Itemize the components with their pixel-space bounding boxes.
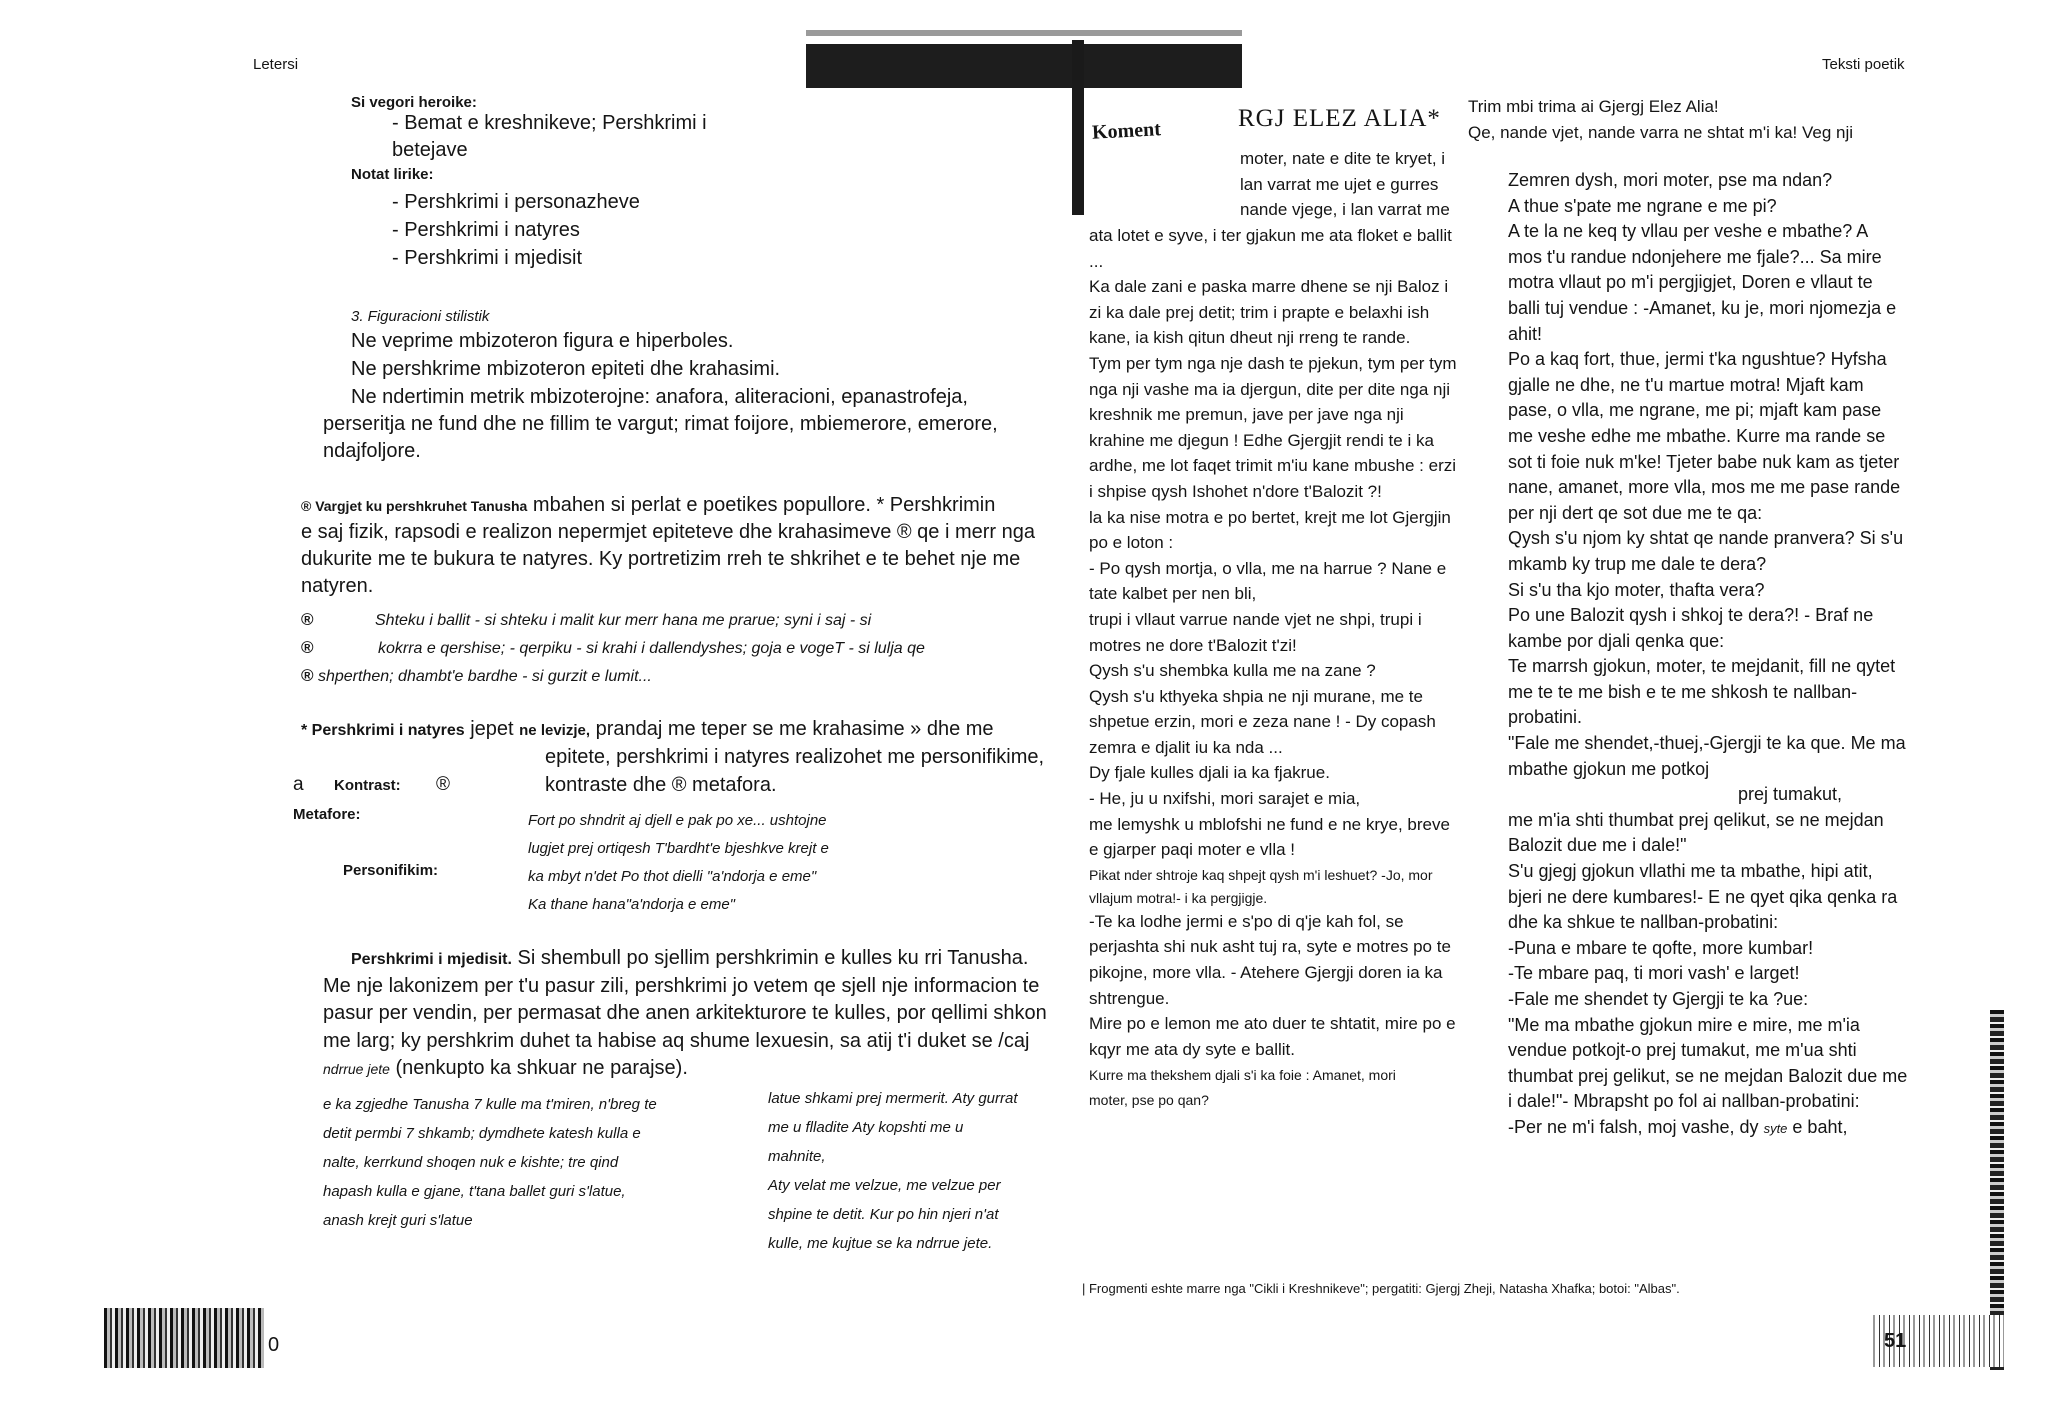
heroic-line: betejave: [392, 139, 468, 161]
nature-paragraph: * Pershkrimi i natyres jepet ne levizje, prandaj me teper se me krahasime » dhe me: [301, 718, 994, 740]
figure-quote: ka mbyt n'det Po thot dielli "a'ndorja e eme": [528, 868, 817, 885]
lyric-item: - Pershkrimi i natyres: [392, 219, 580, 241]
personifikim-label: Personifikim:: [343, 862, 439, 879]
environment-paragraph: Pershkrimi i mjedisit. Si shembull po sjellim pershkrimin e kulles ku rri Tanusha.: [351, 947, 1029, 969]
poem-title: RGJ ELEZ ALIA*: [1238, 105, 1441, 132]
section-title-left: Letersi: [253, 56, 299, 73]
metafore-label: Metafore:: [293, 806, 361, 823]
kontrast-marker: a: [293, 774, 304, 795]
environment-line: Me nje lakonizem per t'u pasur zili, pershkrimi jo vetem qe sjell nje informacion te: [323, 975, 1040, 997]
section-title-right: Teksti poetik: [1822, 56, 1905, 73]
figure-quote: lugjet prej ortiqesh T'bardht'e bjeshkve krejt e: [528, 840, 829, 857]
bullet-mark: ®: [301, 610, 314, 629]
figure-line: Ne ndertimin metrik mbizoterojne: anafora, aliteracioni, epanastrofeja,: [351, 386, 968, 408]
quote-line: kokrra e qershise; - qerpiku - si krahi i dallendyshes; goja e vogeT - si lulja qe: [378, 640, 925, 657]
kontrast-mark: ®: [436, 774, 450, 795]
verses-line: e saj fizik, rapsodi e realizon nepermjet epiteteve dhe krahasimeve ® qe i merr nga: [301, 521, 1035, 543]
figure-quote: Fort po shndrit aj djell e pak po xe... ushtojne: [528, 812, 827, 829]
heroic-line: - Bemat e kreshnikeve; Pershkrimi i: [392, 112, 707, 134]
figure-quote: Ka thane hana"a'ndorja e eme": [528, 896, 735, 913]
heroic-label: Si vegori heroike:: [351, 94, 477, 111]
page-number-left: 0: [268, 1334, 280, 1356]
poem-lines-top: moter, nate e dite te kryet, i lan varrat me ujet e gurres nande vjege, i lan varrat me: [1240, 149, 1450, 220]
koment-label: Koment: [1091, 118, 1162, 144]
figure-heading: 3. Figuracioni stilistik: [351, 308, 490, 325]
environment-line: me larg; ky pershkrim duhet ta habise aq shume lexuesin, sa atij t'i duket se /caj: [323, 1030, 1030, 1052]
environment-line: pasur per vendin, per permasat dhe anen arkitekturore te kulles, por qellimi shkon: [323, 1002, 1047, 1024]
quote-line: ® shperthen; dhambt'e bardhe - si gurzit e lumit...: [301, 666, 652, 685]
bullet-mark: ®: [301, 638, 314, 657]
figure-line: perseritja ne fund dhe ne fillim te vargut; rimat foijore, mbiemerore, emerore,: [323, 413, 998, 435]
lyric-item: - Pershkrimi i personazheve: [392, 191, 640, 213]
tower-quote-right: latue shkami prej mermerit. Aty gurrat me u flladite Aty kopshti me u mahnite, Aty velat me velzue, me velzue per shpine te detit. Kur po hin njeri n'at kulle, me kujtue se ka ndrrue jete.: [768, 1090, 1018, 1252]
lyric-label: Notat lirike:: [351, 166, 434, 183]
verses-line: natyren.: [301, 575, 374, 597]
figure-line: Ne veprime mbizoteron figura e hiperboles.: [351, 330, 734, 352]
tower-quote-left: e ka zgjedhe Tanusha 7 kulle ma t'miren, n'breg te detit permbi 7 shkamb; dymdhete katesh kulla e nalte, kerrkund shoqen nuk e kishte; tre qind hapash kulla e gjane, t'tana ballet guri s'latue, anash krejt guri s'latue: [323, 1096, 657, 1229]
kontrast-label: Kontrast:: [334, 777, 401, 794]
nature-line: kontraste dhe ® metafora.: [545, 774, 777, 796]
verses-paragraph: ® Vargjet ku pershkruhet Tanusha mbahen si perlat e poetikes popullore. * Pershkrimin: [301, 494, 996, 516]
poem-lines-middle: ata lotet e syve, i ter gjakun me ata floket e ballit ... Ka dale zani e paska marre dhene se nji Baloz i zi ka dale prej detit; trim i prapte e belaxhi ish kane, ia kish qitun dheut nji rreng te rande. Tym per tym nga nje dash te pjekun, tym per tym nga nji vashe ma ia djergun, dite per dite nga nji kreshnik me premun, jave per jave nga nji krahine me djegun ! Edhe Gjergjit rendi te i ka ardhe, me lot faqet trimit m'iu kane mbushe : erzi i shpise qysh Ishohet n'dore t'Balozit ?! la ka nise motra e po bertet, krejt me lot Gjergjin po e loton : - Po qysh mortja, o vlla, me na harrue ? Nane e tate kalbet per nen bli, trupi i vllaut varrue nande vjet ne shpi, trupi i motres ne dore t'Balozit t'zi! Qysh s'u shembka kulla me na zane ? Qysh s'u kthyeka shpia ne nji murane, me te shpetue erzin, mori e zeza nane ! - Dy copash zemra e djalit iu ka nda ... Dy fjale kulles djali ia ka fjakrue. - He, ju u nxifshi, mori sarajet e mia, me lemyshk u mblofshi ne fund e ne krye, breve e gjarper paqi moter e vlla ! Pikat nder shtroje kaq shpejt qysh m'i leshuet? -Jo, mor vllajum motra!- i ka pergjigje. -Te ka lodhe jermi e s'po di q'je kah fol, se perjashta shi nuk asht tuj ra, syte e motres po te pikojne, more vlla. - Atehere Gjergji doren ia ka shtrengue. Mire po e lemon me ato duer te shtatit, mire po e kqyr me ata dy syte e ballit. Kurre ma thekshem djali s'i ka foie : Amanet, mori moter, pse po qan?: [1089, 226, 1457, 1109]
source-note: | Frogmenti eshte marre nga "Cikli i Kreshnikeve"; pergatiti: Gjergj Zheji, Natasha Xhafka; botoi: "Albas".: [1082, 1281, 1680, 1296]
figure-line: ndajfoljore.: [323, 440, 421, 462]
verses-line: dukurite me te bukura te natyres. Ky portretizim rreh te shkrihet e te behet nje me: [301, 548, 1021, 570]
nature-line: epitete, pershkrimi i natyres realizohet me personifikime,: [545, 746, 1045, 768]
quote-line: Shteku i ballit - si shteku i malit kur merr hana me prarue; syni i saj - si: [375, 612, 872, 629]
poem-right-top: Trim mbi trima ai Gjergj Elez Alia! Qe, nande vjet, nande varra ne shtat m'i ka! Veg nji: [1468, 97, 1854, 142]
page-number-right: 51: [1884, 1330, 1907, 1352]
environment-line: ndrrue jete (nenkupto ka shkuar ne parajse).: [323, 1057, 688, 1079]
figure-line: Ne pershkrime mbizoteron epiteti dhe krahasimi.: [351, 358, 781, 380]
poem-right-lines: Zemren dysh, mori moter, pse ma ndan? A thue s'pate me ngrane e me pi? A te la ne keq ty vllau per veshe e mbathe? A mos t'u randue ndonjehere me fjale?... Sa mire motra vllaut po m'i pergjigjet, Doren e vllaut te balli tuj vendue : -Amanet, ku je, mori njomezja e ahit! Po a kaq fort, thue, jermi t'ka ngushtue? Hyfsha gjalle ne dhe, ne t'u martue motra! Mjaft kam pase, o vlla, me ngrane, me pi; mjaft kam pase me veshe edhe me mbathe. Kurre ma rande se sot ti foie nuk m'ke! Tjeter babe nuk kam as tjeter nane, amanet, more vlla, mos me me pase rande per nji dert qe sot due me te qa: Qysh s'u njom ky shtat qe nande pranvera? Si s'u mkamb ky trup me dale te dera? Si s'u tha kjo moter, thafta vera? Po une Balozit qysh i shkoj te dera?! - Braf ne kambe por djali qenka que: Te marrsh gjokun, moter, te mejdanit, fill ne qytet me te te me bish e te me shkosh te nallban- probatini. "Fale me shendet,-thuej,-Gjergji te ka que. Me ma mbathe gjokun me potkoj prej tumakut, me m'ia shti thumbat prej qelikut, se ne mejdan Balozit due me i dale!" S'u gjegj gjokun vllathi me ta mbathe, hipi atit, bjeri ne dere kumbares!- E ne qyet qika qenka ra dhe ka shkue te nallban-probatini: -Puna e mbare te qofte, more kumbar! -Te mbare paq, ti mori vash' e larget! -Fale me shendet ty Gjergji te ka ?ue: "Me ma mbathe gjokun mire e mire, me m'ia vendue potkojt-o prej tumakut, me m'ua shti thumbat prej gelikut, se ne mejdan Balozit due me i dale!"- Mbrapsht po fol ai nallban-probatini: -Per ne m'i falsh, moj vashe, dy syte e baht,: [1508, 170, 1908, 1137]
lyric-item: - Pershkrimi i mjedisit: [392, 247, 583, 269]
